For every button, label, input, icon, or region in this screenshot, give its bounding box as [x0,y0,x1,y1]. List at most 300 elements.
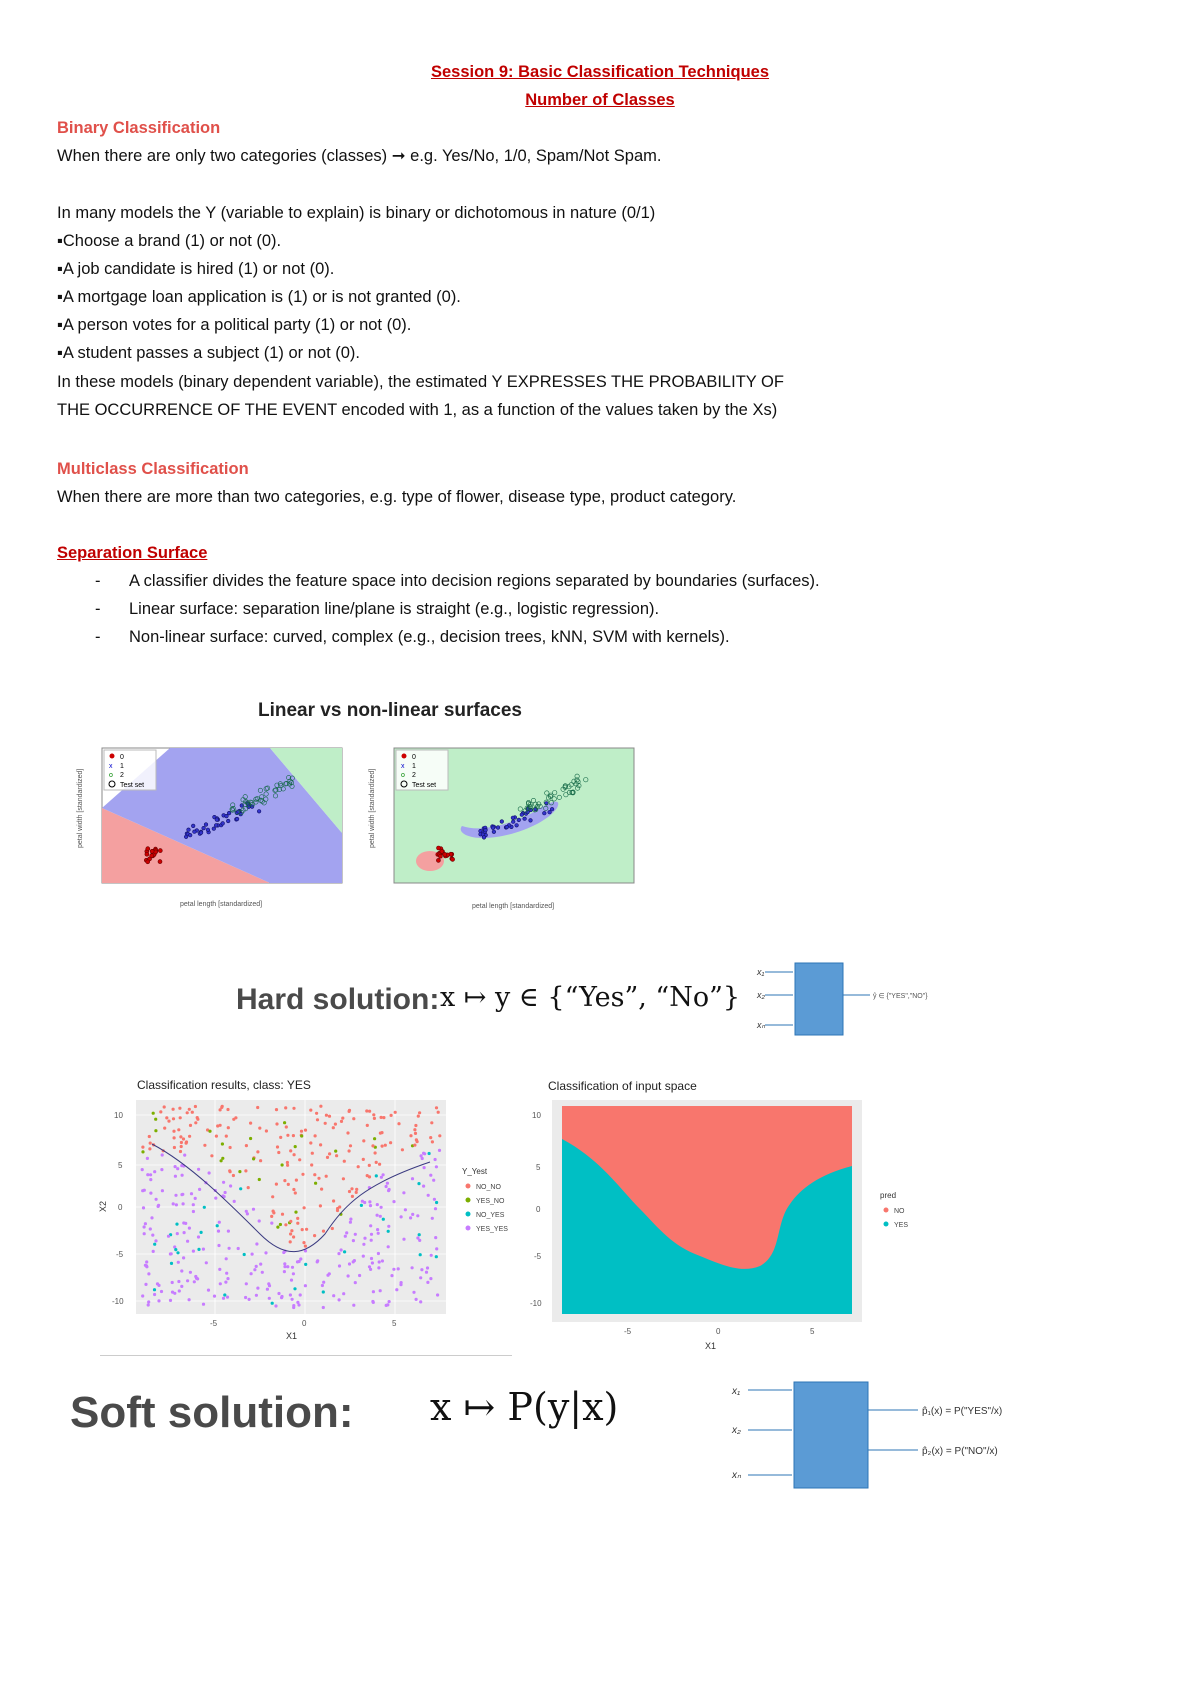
scatter-point [418,1111,421,1114]
scatter-point [435,1201,438,1204]
scatter-point [313,1234,316,1237]
scatter-point [188,1298,191,1301]
scatter-point [292,1188,295,1191]
scatter-point [404,1208,407,1211]
binary-example: ▪Choose a brand (1) or not (0). [57,232,282,250]
scatter-point [219,1124,222,1127]
scatter-point [192,1210,195,1213]
scatter-point [292,1235,295,1238]
scatter-point [543,811,547,815]
scatter-point [206,828,210,832]
scatter-point [172,1117,175,1120]
scatter-point [199,831,203,835]
scatter-point [515,824,519,828]
scatter-point [390,1114,393,1117]
scatter-point [255,1242,258,1245]
scatter-point [401,1148,404,1151]
x-tick: -5 [624,1327,632,1336]
nonlinear-surface-plot [362,738,642,918]
scatter-point [210,1154,213,1157]
scatter-point [167,1120,170,1123]
scatter-point [256,1287,259,1290]
scatter-point [181,1193,184,1196]
scatter-point [244,1296,247,1299]
scatter-point [179,1116,182,1119]
scatter-point [150,854,154,858]
scatter-point [414,1124,417,1127]
scatter-point [385,1185,388,1188]
scatter-point [172,1130,175,1133]
scatter-point [292,1134,295,1137]
scatter-point [157,1299,160,1302]
scatter-point [432,1179,435,1182]
binary-example: ▪A job candidate is hired (1) or not (0). [57,260,335,278]
scatter-point [191,824,195,828]
divider [100,1355,512,1356]
legend-label: YES_NO [476,1198,505,1205]
scatter-point [289,1232,292,1235]
scatter-point [221,1142,224,1145]
scatter-point [281,1163,284,1166]
y-tick: 5 [536,1163,541,1172]
scatter-point [146,1173,149,1176]
scatter-point [413,1128,416,1131]
scatter-point [186,1279,189,1282]
scatter-point [523,817,527,821]
scatter-point [334,1150,337,1153]
scatter-point [360,1204,363,1207]
scatter-point [161,1189,164,1192]
scatter-point [176,1167,179,1170]
scatter-point [144,1264,147,1267]
scatter-point [270,1215,273,1218]
scatter-point [399,1283,402,1286]
scatter-point [146,860,150,864]
x-tick: -5 [210,1319,218,1328]
scatter-point [418,1233,421,1236]
scatter-point [202,826,206,830]
scatter-point [194,1197,197,1200]
scatter-point [250,1272,253,1275]
scatter-point [227,1230,230,1233]
scatter-point [414,1132,417,1135]
scatter-point [186,1111,189,1114]
scatter-point [294,1191,297,1194]
scatter-point [289,1220,292,1223]
scatter-point [377,1232,380,1235]
scatter-point [291,1298,294,1301]
scatter-point [143,1225,146,1228]
legend-marker [466,1184,471,1189]
scatter-point [255,1294,258,1297]
scatter-point [259,1159,262,1162]
scatter-point [370,1233,373,1236]
scatter-point [176,1251,179,1254]
scatter-point [305,1228,308,1231]
scatter-point [274,1304,277,1307]
legend-label: NO_NO [476,1184,501,1191]
legend-label: 1 [120,763,124,770]
scatter-point [146,1157,149,1160]
scatter-point [347,1274,350,1277]
scatter-point [145,852,149,856]
scatter-point [314,1134,317,1137]
scatter-point [172,1202,175,1205]
model-box [794,1382,868,1488]
scatter-point [172,1108,175,1111]
scatter-point [157,1205,160,1208]
scatter-point [174,1194,177,1197]
scatter-point [378,1260,381,1263]
scatter-point [255,1265,258,1268]
scatter-point [314,1182,317,1185]
scatter-point [294,1211,297,1214]
scatter-point [438,1149,441,1152]
scatter-point [353,1259,356,1262]
scatter-point [285,1125,288,1128]
scatter-point [272,1211,275,1214]
input-space-plot [520,1094,940,1354]
scatter-point [386,1303,389,1306]
scatter-point [147,1272,150,1275]
page-title: Session 9: Basic Classification Techniques [430,63,770,81]
scatter-point [316,1260,319,1263]
scatter-point [264,1251,267,1254]
binary-example: ▪A person votes for a political party (1) or not (0). [57,316,412,334]
legend-label: 0 [412,754,416,761]
scatter-point [380,1206,383,1209]
scatter-point [303,1206,306,1209]
scatter-point [149,1173,152,1176]
binary-intro: In many models the Y (variable to explain) is binary or dichotomous in nature (0/1) [57,204,656,222]
separation-bullet: - Linear surface: separation line/plane is straight (e.g., logistic regression). [95,600,660,618]
legend-label: NO_YES [476,1212,505,1219]
scatter-point [382,1218,385,1221]
scatter-point [294,1145,297,1148]
scatter-point [368,1164,371,1167]
scatter-point [291,1266,294,1269]
scatter-point [229,1170,232,1173]
scatter-point [411,1213,414,1216]
scatter-point [152,1112,155,1115]
scatter-point [310,1163,313,1166]
scatter-point [275,1122,278,1125]
scatter-point [336,1207,339,1210]
scatter-point [316,1118,319,1121]
separation-heading: Separation Surface [57,544,208,562]
scatter-point [174,1165,177,1168]
scatter-point [229,1184,232,1187]
scatter-point [268,1284,271,1287]
x-tick: 5 [392,1319,397,1328]
legend-marker [884,1222,889,1227]
scatter-point [368,1200,371,1203]
scatter-point [186,1240,189,1243]
legend-marker-2: o [109,772,113,779]
scatter-point [378,1163,381,1166]
scatter-point [163,1105,166,1108]
binary-example: ▪A mortgage loan application is (1) or is not granted (0). [57,288,461,306]
scatter-point [144,1283,147,1286]
scatter-point [337,1252,340,1255]
scatter-point [387,1230,390,1233]
figure2-title: Classification results, class: YES [137,1078,311,1092]
scatter-point [190,1192,193,1195]
scatter-point [225,814,229,818]
scatter-point [319,1204,322,1207]
scatter-point [188,833,192,837]
scatter-point [169,1299,172,1302]
scatter-point [419,1276,422,1279]
scatter-point [417,1115,420,1118]
legend-marker [466,1212,471,1217]
x-axis-label: X1 [286,1331,298,1341]
scatter-point [411,1266,414,1269]
scatter-point [381,1145,384,1148]
scatter-point [141,1189,144,1192]
scatter-point [225,1135,228,1138]
scatter-point [325,1175,328,1178]
input-label: x₂ [732,1425,741,1436]
scatter-point [349,1218,352,1221]
scatter-point [219,1282,222,1285]
scatter-point [280,1296,283,1299]
scatter-point [379,1215,382,1218]
scatter-point [189,1271,192,1274]
scatter-point [362,1158,365,1161]
scatter-point [258,1219,261,1222]
soft-solution-diagram [720,1378,1040,1498]
scatter-point [352,1117,355,1120]
scatter-point [321,1284,324,1287]
output-label: ŷ ∈ {"YES","NO"} [873,993,928,1000]
scatter-point [245,1282,248,1285]
scatter-point [217,1244,220,1247]
scatter-point [180,1145,183,1148]
scatter-point [149,1192,152,1195]
scatter-point [435,1106,438,1109]
scatter-point [216,1224,219,1227]
scatter-point [292,1306,295,1309]
scatter-point [436,1293,439,1296]
scatter-point [317,1177,320,1180]
scatter-point [218,1268,221,1271]
bullet-marker: - [95,600,101,618]
scatter-point [431,1140,434,1143]
x-tick: 0 [302,1319,307,1328]
scatter-point [188,1227,191,1230]
scatter-point [141,1294,144,1297]
scatter-point [281,1213,284,1216]
scatter-point [417,1182,420,1185]
y-tick: 0 [118,1203,123,1212]
scatter-point [185,1142,188,1145]
scatter-point [220,1106,223,1109]
scatter-point [420,1268,423,1271]
y-tick: -10 [530,1299,542,1308]
scatter-point [342,1292,345,1295]
scatter-point [423,1152,426,1155]
legend-label: 0 [120,754,124,761]
scatter-point [332,1126,335,1129]
binary-note-line1: In these models (binary dependent variable), the estimated Y EXPRESSES THE PROBABILITY OF [57,373,784,391]
hard-solution-diagram [745,955,945,1045]
scatter-point [370,1239,373,1242]
y-axis-label: X2 [98,1200,108,1212]
scatter-point [296,1222,299,1225]
scatter-point [149,1227,152,1230]
scatter-point [163,1127,166,1130]
scatter-point [202,1248,205,1251]
scatter-point [182,1256,185,1259]
scatter-point [416,1140,419,1143]
scatter-point [435,1255,438,1258]
scatter-point [159,1110,162,1113]
scatter-point [228,1247,231,1250]
scatter-point [174,1175,177,1178]
classification-results-plot [100,1094,520,1344]
scatter-point [362,1139,365,1142]
scatter-point [387,1189,390,1192]
scatter-point [243,1253,246,1256]
scatter-point [433,1198,436,1201]
scatter-point [223,1293,226,1296]
scatter-point [419,1253,422,1256]
scatter-point [377,1266,380,1269]
scatter-point [492,830,496,834]
linear-surface-plot [70,738,350,913]
scatter-point [326,1274,329,1277]
multiclass-definition: When there are more than two categories, e.g. type of flower, disease type, product category. [57,488,737,506]
scatter-point [226,1277,229,1280]
scatter-point [151,1234,154,1237]
scatter-point [319,1143,322,1146]
scatter-point [500,820,504,824]
scatter-point [144,1222,147,1225]
scatter-point [154,1239,157,1242]
figure3-title: Classification of input space [548,1079,697,1093]
scatter-point [149,1178,152,1181]
scatter-point [257,810,261,814]
bullet-marker: - [95,572,101,590]
scatter-point [153,1243,156,1246]
binary-example: ▪A student passes a subject (1) or not (0). [57,344,361,362]
scatter-point [443,852,447,856]
scatter-point [147,1303,150,1306]
scatter-point [375,1174,378,1177]
scatter-point [397,1122,400,1125]
scatter-point [292,1107,295,1110]
scatter-point [372,1290,375,1293]
scatter-point [179,1150,182,1153]
scatter-point [382,1173,385,1176]
scatter-point [173,1292,176,1295]
scatter-point [322,1306,325,1309]
scatter-point [350,1187,353,1190]
scatter-point [372,1113,375,1116]
scatter-point [355,1191,358,1194]
scatter-point [179,1135,182,1138]
scatter-point [150,1216,153,1219]
scatter-point [275,1108,278,1111]
scatter-point [266,1288,269,1291]
scatter-point [226,1108,229,1111]
scatter-point [195,1277,198,1280]
scatter-point [380,1131,383,1134]
scatter-point [304,1245,307,1248]
scatter-point [363,1237,366,1240]
scatter-point [376,1214,379,1217]
scatter-point [332,1199,335,1202]
scatter-point [505,825,509,829]
scatter-point [302,1241,305,1244]
scatter-point [252,1208,255,1211]
scatter-point [348,1110,351,1113]
input-label: x₁ [757,967,765,977]
scatter-point [289,1293,292,1296]
scatter-point [319,1105,322,1108]
scatter-point [155,1198,158,1201]
legend-marker-1: x [401,763,405,770]
scatter-point [229,1146,232,1149]
scatter-point [196,1118,199,1121]
scatter-point [141,1150,144,1153]
scatter-point [188,1135,191,1138]
scatter-point [251,1253,254,1256]
scatter-point [309,1109,312,1112]
scatter-point [149,1142,152,1145]
scatter-point [422,1185,425,1188]
scatter-point [158,849,162,853]
scatter-point [249,1137,252,1140]
scatter-point [300,1130,303,1133]
scatter-point [297,1303,300,1306]
scatter-point [517,818,521,822]
scatter-point [259,1263,262,1266]
scatter-point [412,1291,415,1294]
scatter-point [182,1137,185,1140]
scatter-point [198,1188,201,1191]
scatter-point [548,810,552,814]
scatter-point [287,1183,290,1186]
input-label: x₁ [732,1386,741,1397]
scatter-point [174,1248,177,1251]
figure1-title: Linear vs non-linear surfaces [258,700,522,721]
y-tick: 10 [532,1111,541,1120]
scatter-point [204,823,208,827]
scatter-point [167,1235,170,1238]
scatter-point [397,1267,400,1270]
scatter-point [175,1223,178,1226]
scatter-point [153,1288,156,1291]
legend-label: 1 [412,763,416,770]
scatter-point [374,1151,377,1154]
scatter-point [284,1223,287,1226]
input-label: x₂ [757,990,765,1000]
scatter-point [299,1293,302,1296]
scatter-point [434,1207,437,1210]
scatter-point [377,1252,380,1255]
scatter-point [402,1191,405,1194]
scatter-point [265,1129,268,1132]
scatter-point [436,858,440,862]
scatter-point [193,1280,196,1283]
scatter-point [271,1302,274,1305]
scatter-point [328,1152,331,1155]
scatter-point [148,1147,151,1150]
model-box [795,963,843,1035]
scatter-point [226,1296,229,1299]
